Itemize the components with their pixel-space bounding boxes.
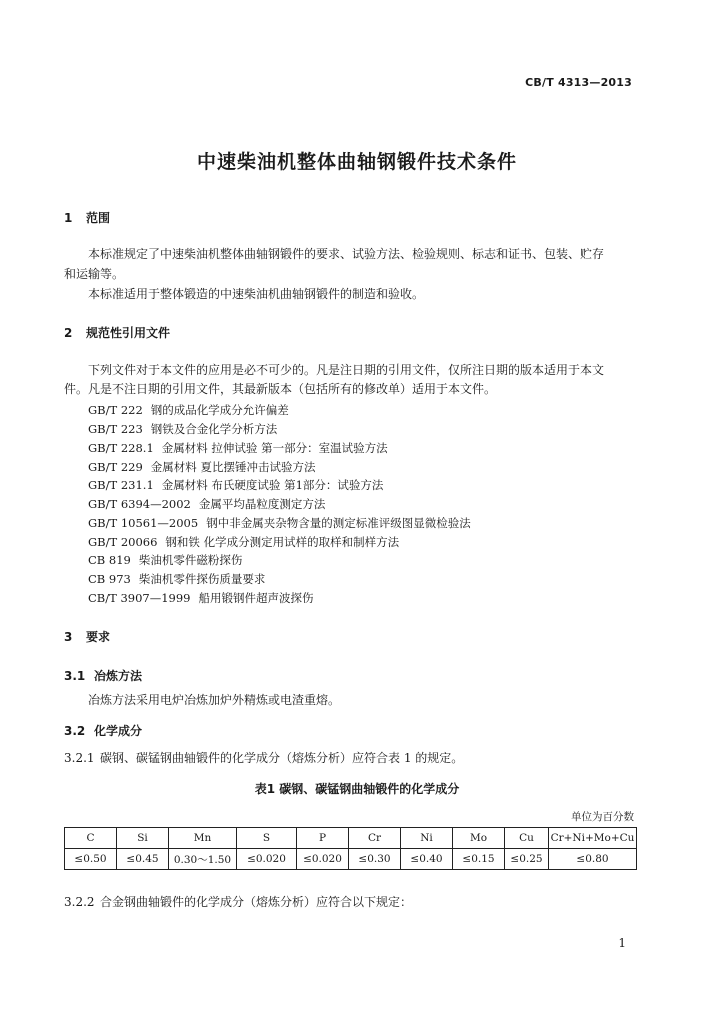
reference-title: 金属平均晶粒度测定方法	[198, 497, 326, 511]
reference-title: 钢铁及合金化学分析方法	[150, 422, 278, 436]
reference-code: CB 973	[88, 572, 131, 586]
reference-item	[88, 459, 315, 475]
reference-item	[88, 496, 325, 512]
chemical-composition-table	[64, 827, 637, 870]
reference-title: 钢中非金属夹杂物含量的测定标准评级图显微检验法	[206, 516, 471, 530]
reference-item	[88, 440, 388, 456]
reference-code: GB/T 229	[88, 460, 143, 474]
reference-item	[88, 534, 399, 550]
section-number: 2	[64, 326, 73, 340]
clause-3-2-1	[64, 748, 463, 768]
reference-title: 钢和铁 化学成分测定用试样的取样和制样方法	[165, 535, 400, 549]
reference-title: 钢的成品化学成分允许偏差	[150, 403, 289, 417]
section-3-heading	[64, 628, 110, 645]
scope-para2: 本标准适用于整体锻造的中速柴油机曲轴钢锻件的制造和验收。	[88, 287, 425, 301]
section-title: 规范性引用文件	[86, 326, 171, 340]
reference-code: GB/T 20066	[88, 535, 158, 549]
subsection-title: 化学成分	[94, 724, 143, 738]
reference-title: 金属材料 夏比摆锤冲击试验方法	[150, 460, 316, 474]
clause-number: 3.2.2	[64, 895, 95, 909]
reference-code: GB/T 231.1	[88, 478, 154, 492]
reference-code: GB/T 6394—2002	[88, 497, 191, 511]
reference-code: GB/T 222	[88, 403, 143, 417]
table-cell: ≤0.50	[65, 849, 117, 870]
subsection-number: 3.2	[64, 724, 86, 738]
reference-title: 柴油机零件探伤质量要求	[138, 572, 266, 586]
section-number: 1	[64, 211, 73, 225]
clause-text: 碳钢、碳锰钢曲轴锻件的化学成分（熔炼分析）应符合表 1 的规定。	[100, 751, 464, 765]
table-header-cell: Cr	[349, 828, 401, 849]
normative-intro-line1: 下列文件对于本文件的应用是必不可少的。凡是注日期的引用文件，仅所注日期的版本适用于本文	[88, 363, 605, 377]
reference-title: 金属材料 拉伸试验 第一部分：室温试验方法	[161, 441, 388, 455]
table-header-cell: C	[65, 828, 117, 849]
table-header-row	[65, 828, 637, 849]
section-number: 3	[64, 630, 73, 644]
document-title: 中速柴油机整体曲轴钢锻件技术条件	[196, 151, 517, 173]
reference-item	[88, 552, 242, 568]
subsection-number: 3.1	[64, 669, 86, 683]
table-header-cell: Si	[117, 828, 169, 849]
table-header-cell: Mn	[169, 828, 237, 849]
reference-code: CB/T 3907—1999	[88, 591, 191, 605]
clause-number: 3.2.1	[64, 751, 95, 765]
table-cell: ≤0.80	[549, 849, 637, 870]
standard-code: CB/T 4313—2013	[525, 76, 632, 89]
table-cell: ≤0.020	[237, 849, 297, 870]
table-cell: ≤0.40	[401, 849, 453, 870]
section-2-heading	[64, 324, 170, 341]
subsection-3-2-heading	[64, 722, 142, 739]
reference-title: 柴油机零件磁粉探伤	[138, 553, 243, 567]
table-header-cell: Mo	[453, 828, 505, 849]
section-title: 要求	[86, 630, 111, 644]
clause-text: 合金钢曲轴锻件的化学成分（熔炼分析）应符合以下规定：	[100, 895, 413, 909]
table-row	[65, 849, 637, 870]
reference-title: 船用锻钢件超声波探伤	[198, 591, 314, 605]
table-header-cell: S	[237, 828, 297, 849]
reference-item	[88, 421, 277, 437]
table-header-cell: Cu	[505, 828, 549, 849]
table-cell: ≤0.15	[453, 849, 505, 870]
table-1-caption: 表1 碳钢、碳锰钢曲轴锻件的化学成分	[254, 782, 460, 796]
table-1-unit: 单位为百分数	[571, 811, 634, 823]
scope-para1-line1: 本标准规定了中速柴油机整体曲轴钢锻件的要求、试验方法、检验规则、标志和证书、包装、贮存	[88, 247, 605, 261]
table-cell: 0.30～1.50	[169, 849, 237, 870]
section-1-heading	[64, 209, 110, 226]
reference-code: GB/T 223	[88, 422, 143, 436]
reference-item	[88, 515, 471, 531]
scope-para1-line2: 和运输等。	[64, 267, 125, 281]
reference-item	[88, 571, 265, 587]
reference-item	[88, 402, 289, 418]
subsection-3-1-heading	[64, 667, 142, 684]
table-header-cell: Ni	[401, 828, 453, 849]
normative-intro-line2: 件。凡是不注日期的引用文件，其最新版本（包括所有的修改单）适用于本文件。	[64, 382, 497, 396]
reference-title: 金属材料 布氏硬度试验 第1部分：试验方法	[161, 478, 384, 492]
reference-code: CB 819	[88, 553, 131, 567]
section-title: 范围	[86, 211, 111, 225]
page-number: 1	[618, 936, 626, 950]
table-cell: ≤0.45	[117, 849, 169, 870]
reference-item	[88, 477, 383, 493]
table-cell: ≤0.25	[505, 849, 549, 870]
subsection-title: 冶炼方法	[94, 669, 143, 683]
clause-3-2-2	[64, 892, 412, 912]
table-header-cell: Cr+Ni+Mo+Cu	[549, 828, 637, 849]
table-header-cell: P	[297, 828, 349, 849]
table-cell: ≤0.020	[297, 849, 349, 870]
reference-code: GB/T 10561—2005	[88, 516, 199, 530]
reference-item	[88, 590, 313, 606]
reference-code: GB/T 228.1	[88, 441, 154, 455]
smelting-method-text: 冶炼方法采用电炉冶炼加炉外精炼或电渣重熔。	[88, 693, 341, 707]
table-cell: ≤0.30	[349, 849, 401, 870]
